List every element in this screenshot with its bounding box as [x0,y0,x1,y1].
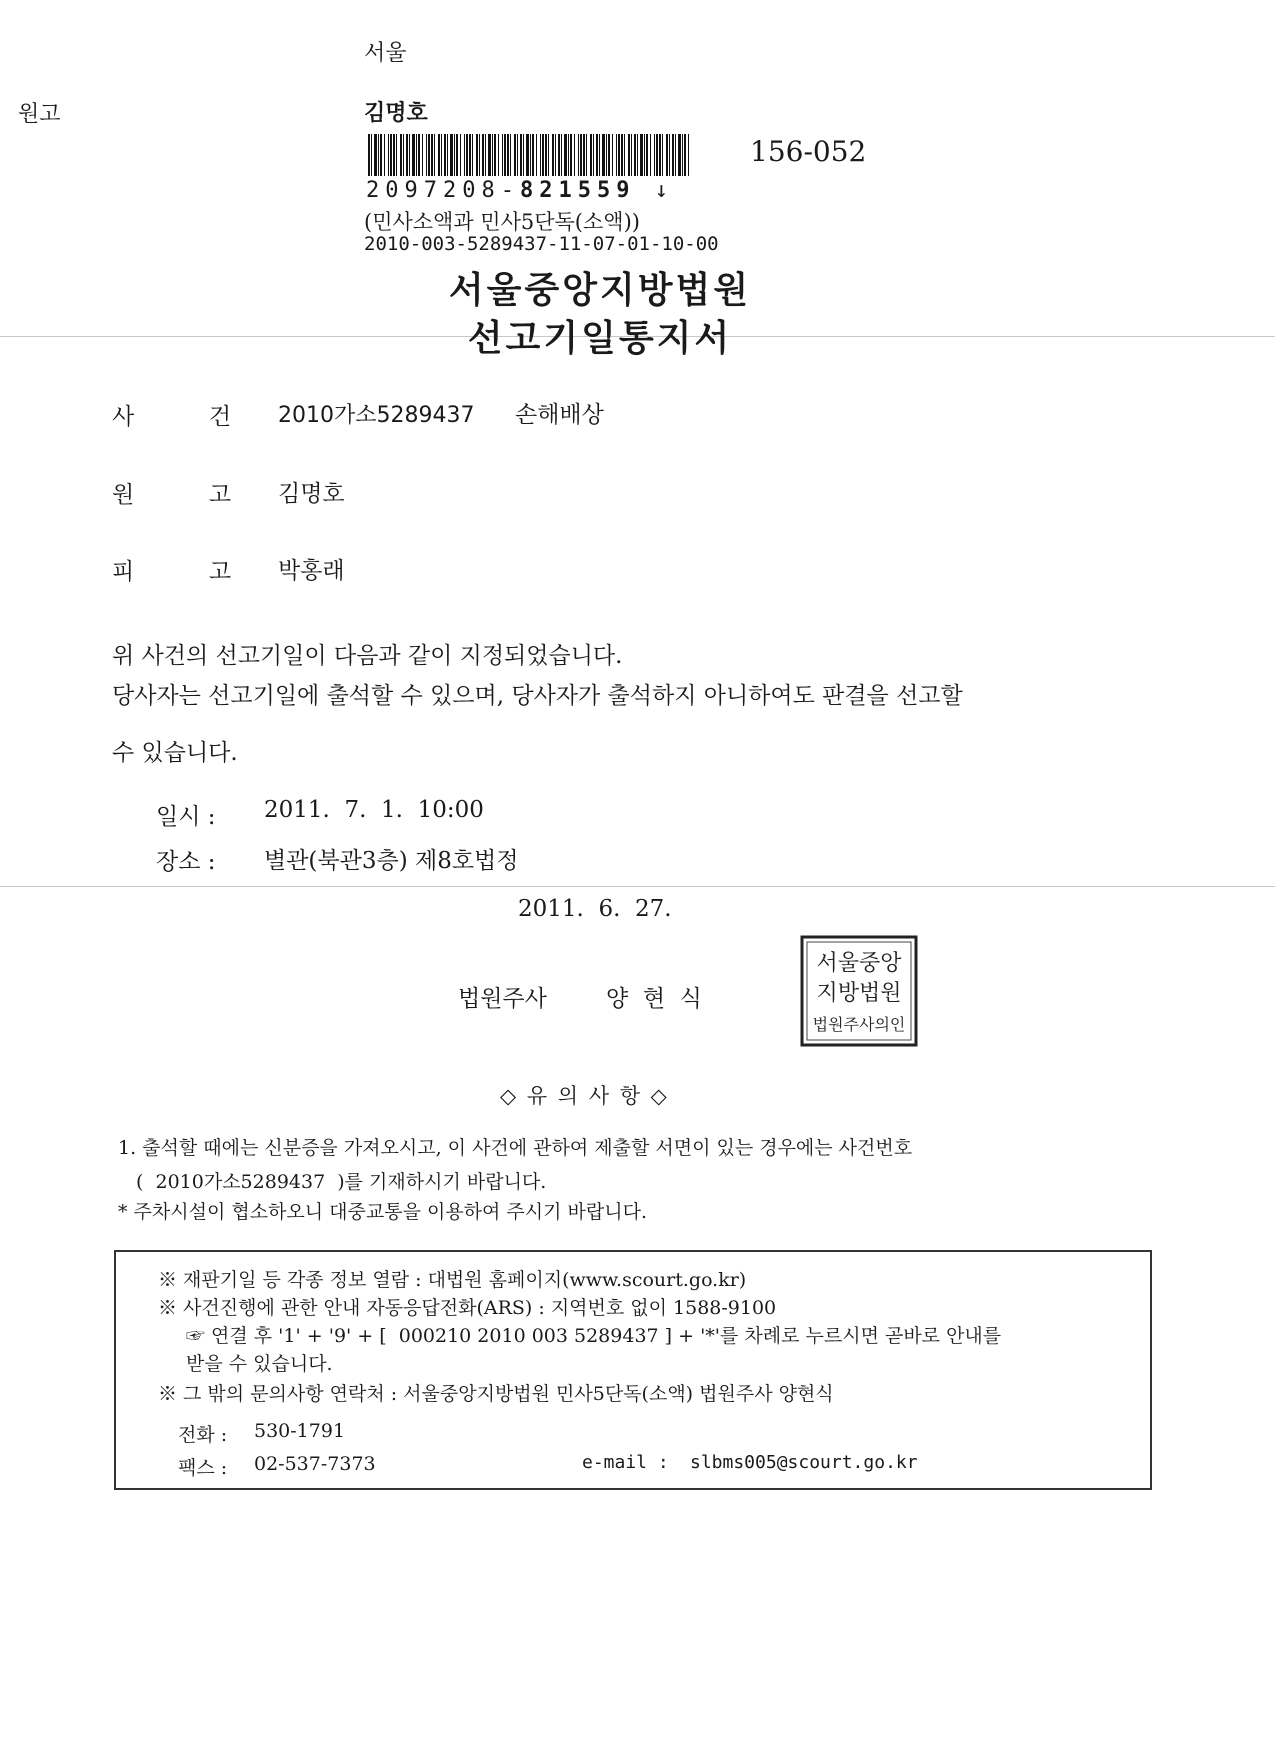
datetime-value: 2011. 7. 1. 10:00 [264,797,484,823]
barcode-bar [447,134,448,176]
tracking-number: 2010-003-5289437-11-07-01-10-00 [364,233,719,255]
barcode-bar [450,134,453,176]
document-title: 선고기일통지서 [467,317,733,359]
postcode: 156-052 [750,135,867,168]
barcode-bar [428,134,430,176]
barcode-bar [485,134,486,176]
barcode-number [366,178,668,203]
barcode-bar [482,134,484,176]
barcode-bar [400,134,402,176]
barcode-bar [574,134,575,176]
phone-label: 전화 : [178,1424,228,1446]
seal-image [800,935,918,1047]
barcode-bar [596,134,598,176]
barcode-number-prefix: 2097208- [366,178,520,203]
barcode-number-bold: 821559 [519,178,636,203]
barcode-bar [583,134,585,176]
plaintiff-name: 김명호 [278,481,345,507]
barcode-bar [393,134,395,176]
barcode-bar [669,134,670,176]
barcode-bar [684,134,686,176]
court-name: 서울중앙지방법원 [448,269,752,311]
barcode-bar [602,134,605,176]
barcode-bar [434,134,435,176]
address-city: 서울 [364,41,407,66]
barcode-bar [682,134,683,176]
phone-value: 530-1791 [254,1420,346,1442]
datetime-label: 일시 : [156,804,216,830]
arrow-down-icon: ↓ [654,178,668,203]
note-1: 1. 출석할 때에는 신분증을 가져오시고, 이 사건에 관하여 제출할 서면이 있는 경우에는 사건번호 [118,1137,913,1159]
info-line-1: ※ 재판기일 등 각종 정보 열람 : 대법원 홈페이지(www.scourt.go.kr) [158,1269,747,1291]
barcode-bar [464,134,465,176]
barcode-bar [646,134,648,176]
plaintiff-label: 원 고 [112,482,232,508]
barcode-bar [570,134,572,176]
barcode-bar [406,134,408,176]
barcode-bar [520,134,522,176]
barcode-bar [675,134,676,176]
barcode-bar [502,134,503,176]
barcode-bar [492,134,493,176]
case-name: 손해배상 [515,402,604,428]
barcode-bar [418,134,420,176]
barcode-bar [517,134,518,176]
barcode-bar [688,134,689,176]
barcode-bar [678,134,681,176]
barcode-bar [606,134,607,176]
defendant-name: 박홍래 [278,558,345,584]
barcode-bar [586,134,587,176]
barcode-bar [494,134,496,176]
barcode-bar [412,134,415,176]
barcode-bar [390,134,392,176]
barcode-bar [384,134,385,176]
recipient-name: 김명호 [364,100,428,126]
barcode-bar [548,134,549,176]
body-line-1: 위 사건의 선고기일이 다음과 같이 지정되었습니다. [112,643,623,669]
barcode-bar [530,134,531,176]
official-seal [800,935,918,1047]
place-label: 장소 : [156,849,216,875]
email-value: slbms005@scourt.go.kr [690,1452,918,1473]
barcode-bar [628,134,630,176]
barcode-bar [634,134,636,176]
fax-value: 02-537-7373 [254,1453,376,1475]
barcode-bar [564,134,567,176]
barcode-bar [612,134,613,176]
body-line-2: 당사자는 선고기일에 출석할 수 있으며, 당사자가 출석하지 아니하여도 판결을 선고할 [112,683,963,709]
defendant-label: 피 고 [112,559,232,585]
place-value: 별관(북관3층) 제8호법정 [264,848,519,874]
barcode-bar [580,134,582,176]
barcode-bar [662,134,663,176]
barcode-bar [656,134,658,176]
barcode-bar [536,134,537,176]
barcode-bar [472,134,473,176]
info-line-2: ※ 사건진행에 관한 안내 자동응답전화(ARS) : 지역번호 없이 1588-9100 [158,1297,777,1319]
barcode-bar [380,134,382,176]
barcode-bar [561,134,562,176]
info-line-3-continued: 받을 수 있습니다. [186,1353,333,1375]
notes-heading: ◇ 유 의 사 항 ◇ [500,1084,669,1108]
barcode-bar [438,134,440,176]
barcode-bar [374,134,377,176]
barcode-bar [444,134,446,176]
email-label: e-mail : [582,1452,669,1473]
seal-line-1: 서울중앙 [816,951,902,976]
barcode-bar [422,134,423,176]
barcode-bar [599,134,600,176]
barcode-bar [409,134,410,176]
seal-line-2: 지방법원 [816,981,902,1006]
barcode-bar [590,134,592,176]
barcode-bar [555,134,556,176]
barcode-bar [460,134,461,176]
barcode-bar [644,134,645,176]
barcode-bar [624,134,625,176]
barcode-bar [469,134,471,176]
barcode-bar [631,134,632,176]
barcode-bar [552,134,554,176]
barcode-bar [510,134,511,176]
barcode-bar [498,134,499,176]
barcode-bar [672,134,674,176]
barcode-bar [540,134,541,176]
barcode-bar [640,134,643,176]
plaintiff-tag: 원고 [18,102,61,127]
case-label: 사 건 [112,404,232,430]
barcode-bar [378,134,379,176]
seal-line-3: 법원주사의인 [812,1015,906,1034]
barcode-bar [616,134,617,176]
barcode-bar [479,134,480,176]
barcode-bar [558,134,560,176]
barcode-bar [545,134,547,176]
barcode-bar [568,134,569,176]
info-line-4: ※ 그 밖의 문의사항 연락처 : 서울중앙지방법원 민사5단독(소액) 법원주사 양현식 [158,1383,834,1405]
barcode-bar [368,134,370,176]
barcode-bar [466,134,468,176]
barcode-bar [403,134,404,176]
barcode-bar [621,134,623,176]
barcode-bar [456,134,458,176]
barcode-bar [542,134,544,176]
barcode-bar [618,134,620,176]
issue-date: 2011. 6. 27. [518,896,672,922]
barcode-bar [659,134,661,176]
barcode-bar [454,134,455,176]
barcode-image [368,134,690,176]
barcode-bar [431,134,433,176]
info-line-3: ☞ 연결 후 '1' + '9' + [ 000210 2010 003 5289437 ] + '*'를 차례로 누르시면 곧바로 안내를 [186,1325,1002,1347]
barcode-bar [650,134,651,176]
barcode-bar [514,134,516,176]
barcode-bar [666,134,668,176]
barcode-bar [608,134,610,176]
barcode-bar [523,134,524,176]
barcode-bar [441,134,442,176]
barcode-bar [593,134,594,176]
barcode-bar [396,134,397,176]
barcode-bar [532,134,534,176]
barcode-bar [388,134,389,176]
fold-line [0,886,1275,887]
note-1-continued: ( 2010가소5289437 )를 기재하시기 바랍니다. [136,1171,547,1193]
note-2: * 주차시설이 협소하오니 대중교통을 이용하여 주시기 바랍니다. [118,1201,647,1223]
barcode-bar [526,134,529,176]
body-line-3: 수 있습니다. [112,740,238,766]
case-number: 2010가소5289437 [278,403,475,428]
barcode-bar [637,134,638,176]
officer-name: 양 현 식 [606,986,702,1012]
department-line: (민사소액과 민사5단독(소액)) [364,210,640,234]
barcode-bar [371,134,372,176]
barcode-bar [504,134,506,176]
officer-title: 법원주사 [458,986,547,1012]
barcode-bar [426,134,427,176]
barcode-bar [507,134,509,176]
barcode-bar [654,134,655,176]
barcode-bar [416,134,417,176]
barcode-bar [578,134,579,176]
barcode-bar [488,134,491,176]
barcode-bar [476,134,478,176]
fax-label: 팩스 : [178,1457,228,1479]
